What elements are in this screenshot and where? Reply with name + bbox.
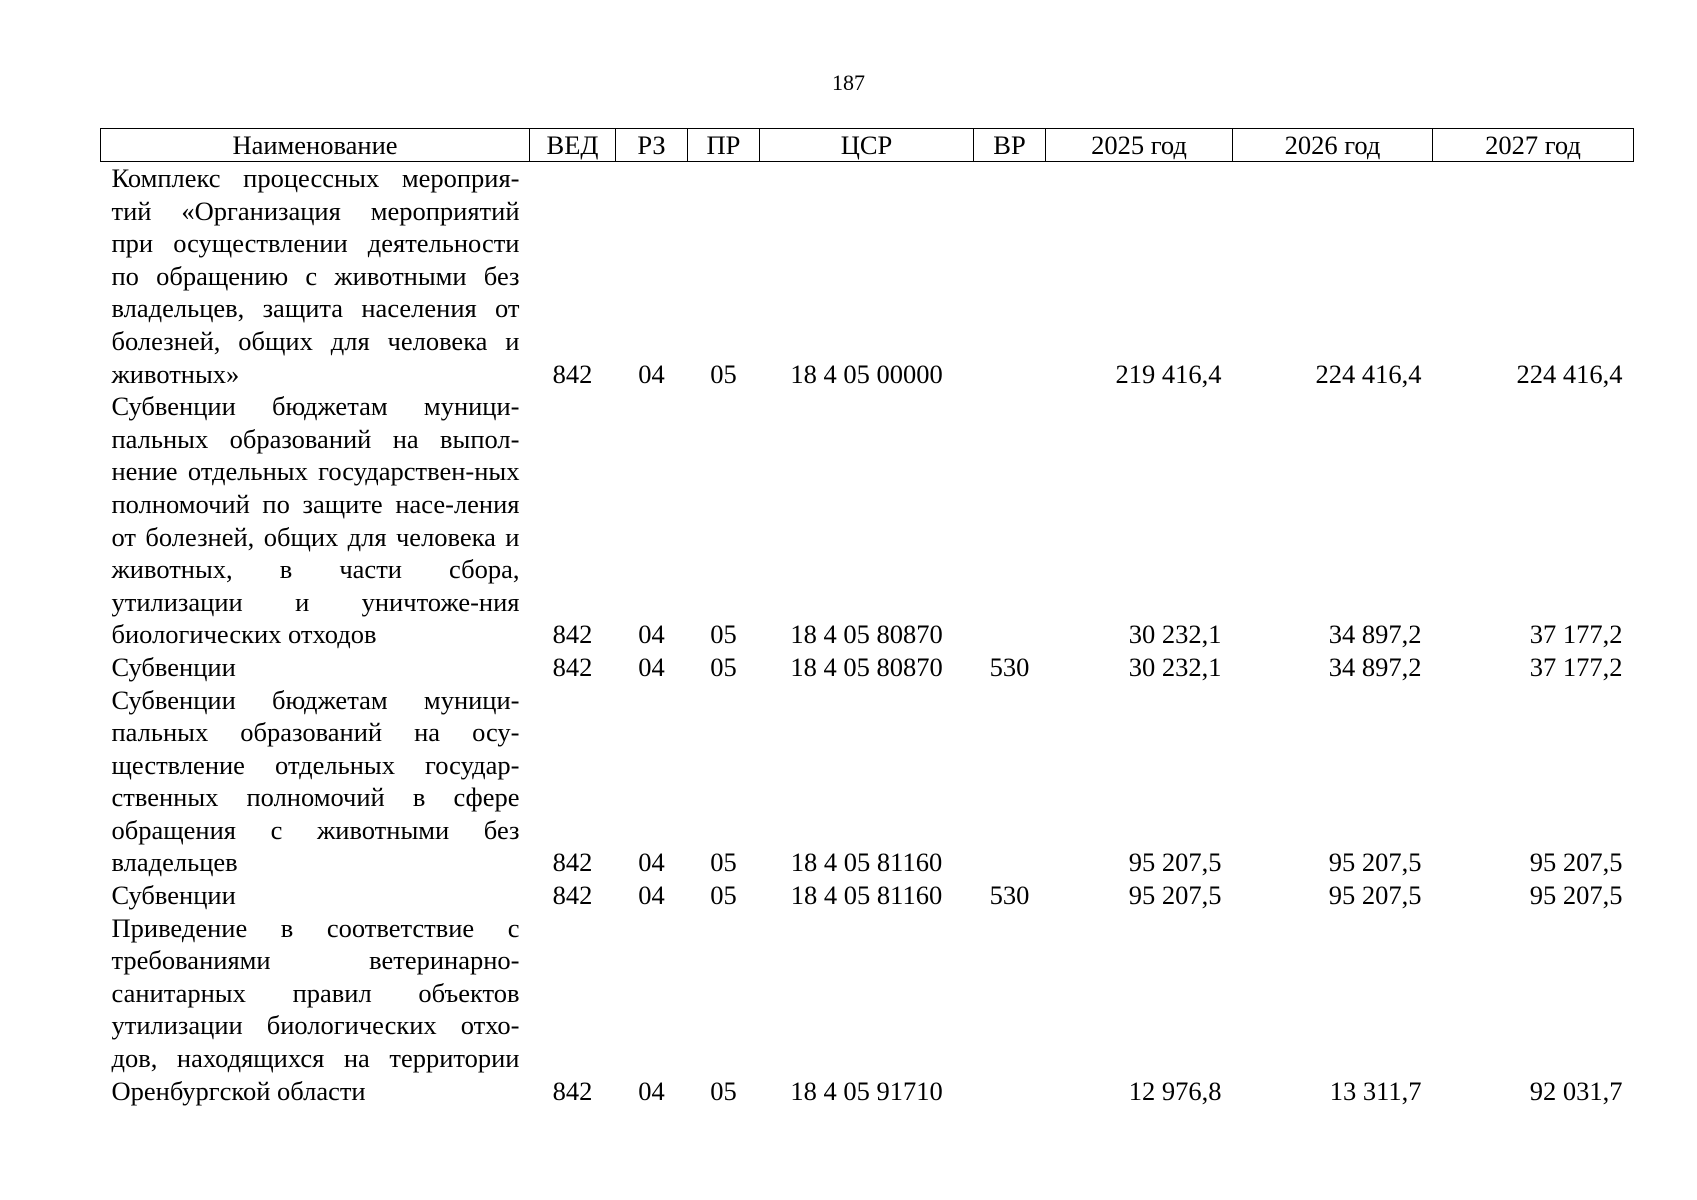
row-amount-2026: 34 897,2 (1328, 619, 1422, 650)
header-rz: РЗ (616, 129, 688, 162)
row-amount-2026: 13 311,7 (1329, 1075, 1422, 1106)
row-name: Субвенции (111, 651, 236, 682)
row-vr: 530 (989, 651, 1030, 682)
table-row (101, 912, 1634, 1108)
page-number: 187 (832, 70, 865, 95)
row-vr (974, 684, 1046, 880)
row-name: Субвенции бюджетам муници-пальных образований на выпол-нение отдельных государствен-ных полномочий по защите насе-ления от болезней, общих для человека и животных, в части сбора, утилизации и уничтоже-ния биологических отходов (111, 391, 520, 650)
row-csr: 18 4 05 80870 (790, 651, 943, 682)
header-pr: ПР (688, 129, 760, 162)
header-name: Наименование (101, 129, 530, 162)
row-csr: 18 4 05 80870 (790, 619, 943, 650)
row-amount-2025: 95 207,5 (1128, 847, 1222, 878)
header-vr: ВР (974, 129, 1046, 162)
row-amount-2025: 95 207,5 (1128, 880, 1222, 911)
row-rz: 04 (638, 651, 665, 682)
table-row (101, 651, 1634, 684)
row-ved: 842 (552, 880, 593, 911)
row-pr: 05 (710, 880, 737, 911)
row-pr: 05 (710, 358, 737, 389)
row-amount-2027: 95 207,5 (1529, 847, 1623, 878)
row-pr: 05 (710, 847, 737, 878)
header-row (101, 129, 1634, 162)
row-rz: 04 (638, 880, 665, 911)
row-amount-2027: 224 416,4 (1516, 358, 1623, 389)
table-row (101, 390, 1634, 651)
header-year-2025: 2025 год (1046, 129, 1233, 162)
row-amount-2026: 224 416,4 (1315, 358, 1422, 389)
row-name: Комплекс процессных мероприя-тий «Организация мероприятий при осуществлении деятельности по обращению с животными без владельцев, защита населения от болезней, общих для человека и животных» (111, 163, 520, 389)
row-vr: 530 (989, 880, 1030, 911)
header-ved: ВЕД (530, 129, 616, 162)
table-row (101, 879, 1634, 912)
row-rz: 04 (638, 619, 665, 650)
row-pr: 05 (710, 619, 737, 650)
header-year-2027: 2027 год (1433, 129, 1634, 162)
row-amount-2025: 30 232,1 (1128, 619, 1222, 650)
row-vr (974, 912, 1046, 1108)
table-header (101, 129, 1634, 162)
row-vr (974, 162, 1046, 391)
row-name: Субвенции (111, 880, 236, 911)
row-amount-2027: 37 177,2 (1529, 651, 1623, 682)
row-amount-2026: 34 897,2 (1328, 651, 1422, 682)
row-rz: 04 (638, 847, 665, 878)
row-amount-2026: 95 207,5 (1328, 847, 1422, 878)
row-csr: 18 4 05 81160 (790, 847, 943, 878)
budget-table (100, 128, 1634, 1107)
row-pr: 05 (710, 651, 737, 682)
row-amount-2027: 95 207,5 (1529, 880, 1623, 911)
row-ved: 842 (552, 651, 593, 682)
table-body (101, 162, 1634, 1108)
row-amount-2025: 30 232,1 (1128, 651, 1222, 682)
row-pr: 05 (710, 1075, 737, 1106)
table-row (101, 684, 1634, 880)
header-year-2026: 2026 год (1233, 129, 1433, 162)
row-amount-2025: 12 976,8 (1128, 1075, 1222, 1106)
row-amount-2025: 219 416,4 (1115, 358, 1222, 389)
row-ved: 842 (552, 619, 593, 650)
table-row (101, 162, 1634, 391)
row-ved: 842 (552, 847, 593, 878)
row-amount-2026: 95 207,5 (1328, 880, 1422, 911)
row-csr: 18 4 05 91710 (790, 1075, 943, 1106)
row-csr: 18 4 05 81160 (790, 880, 943, 911)
row-name: Субвенции бюджетам муници-пальных образований на осу-ществление отдельных государ-ственных полномочий в сфере обращения с животными без владельцев (111, 684, 520, 878)
row-amount-2027: 92 031,7 (1529, 1075, 1623, 1106)
header-csr: ЦСР (760, 129, 974, 162)
row-ved: 842 (552, 358, 593, 389)
row-rz: 04 (638, 1075, 665, 1106)
row-rz: 04 (638, 358, 665, 389)
row-csr: 18 4 05 00000 (790, 358, 943, 389)
row-amount-2027: 37 177,2 (1529, 619, 1623, 650)
row-vr (974, 390, 1046, 651)
row-ved: 842 (552, 1075, 593, 1106)
row-name: Приведение в соответствие с требованиями ветеринарно-санитарных правил объектов утилизации биологических отхо-дов, находящихся на территории Оренбургской области (111, 912, 520, 1106)
